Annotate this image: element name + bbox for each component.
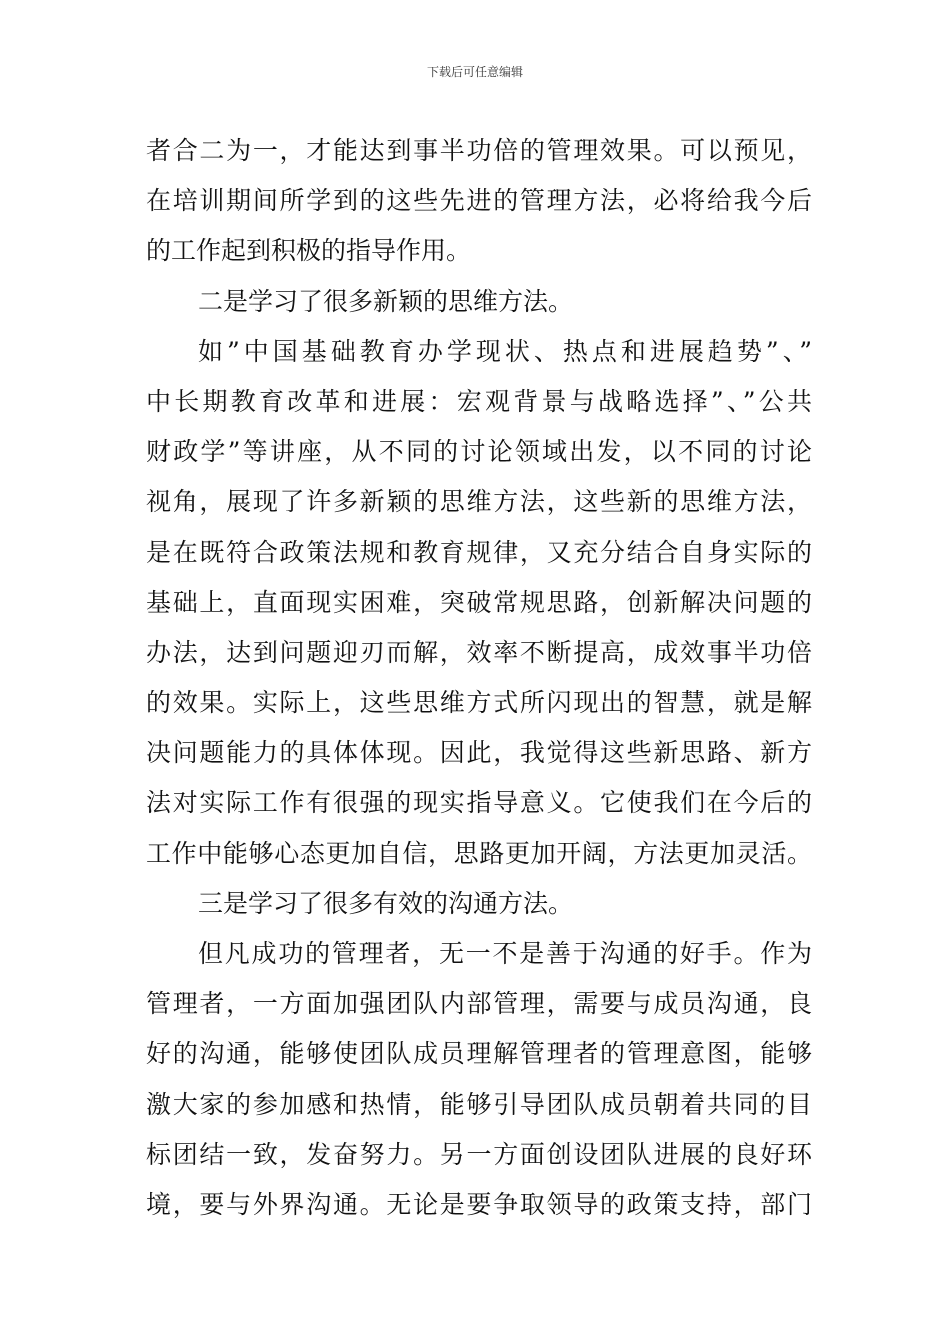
page-header: 下载后可任意编辑: [426, 65, 523, 79]
text-line: 办法，达到问题迎刃而解，效率不断提高，成效事半功倍: [146, 637, 812, 667]
text-line: 好的沟通，能够使团队成员理解管理者的管理意图，能够: [146, 1039, 812, 1069]
text-line: 的工作起到积极的指导作用。: [146, 236, 472, 266]
section-heading: 三是学习了很多有效的沟通方法。: [198, 888, 574, 918]
section-heading: 二是学习了很多新颖的思维方法。: [198, 286, 574, 316]
text-line: 的效果。实际上，这些思维方式所闪现出的智慧，就是解: [146, 688, 812, 718]
text-line: 基础上，直面现实困难，突破常规思路，创新解决问题的: [146, 587, 812, 617]
text-line: 视角，展现了许多新颖的思维方法，这些新的思维方法，: [146, 487, 812, 517]
text-line: 财政学”等讲座，从不同的讨论领域出发，以不同的讨论: [146, 437, 812, 467]
text-line: 法对实际工作有很强的现实指导意义。它使我们在今后的: [146, 788, 812, 818]
text-line: 中长期教育改革和进展：宏观背景与战略选择”、”公共: [146, 386, 812, 416]
text-line: 管理者，一方面加强团队内部管理，需要与成员沟通，良: [146, 989, 812, 1019]
text-line: 是在既符合政策法规和教育规律，又充分结合自身实际的: [146, 537, 812, 567]
text-line: 在培训期间所学到的这些先进的管理方法，必将给我今后: [146, 186, 812, 216]
text-line: 如”中国基础教育办学现状、热点和进展趋势”、”: [198, 336, 812, 366]
text-line: 决问题能力的具体体现。因此，我觉得这些新思路、新方: [146, 738, 812, 768]
text-line: 者合二为一，才能达到事半功倍的管理效果。可以预见，: [146, 136, 812, 165]
document-body: [146, 126, 812, 1230]
text-line: 工作中能够心态更加自信，思路更加开阔，方法更加灵活。: [146, 838, 812, 868]
text-line: 标团结一致，发奋努力。另一方面创设团队进展的良好环: [146, 1139, 812, 1169]
text-line: 境，要与外界沟通。无论是要争取领导的政策支持，部门: [146, 1189, 812, 1219]
text-line: 但凡成功的管理者，无一不是善于沟通的好手。作为: [198, 939, 812, 968]
text-line: 激大家的参加感和热情，能够引导团队成员朝着共同的目: [146, 1089, 812, 1119]
